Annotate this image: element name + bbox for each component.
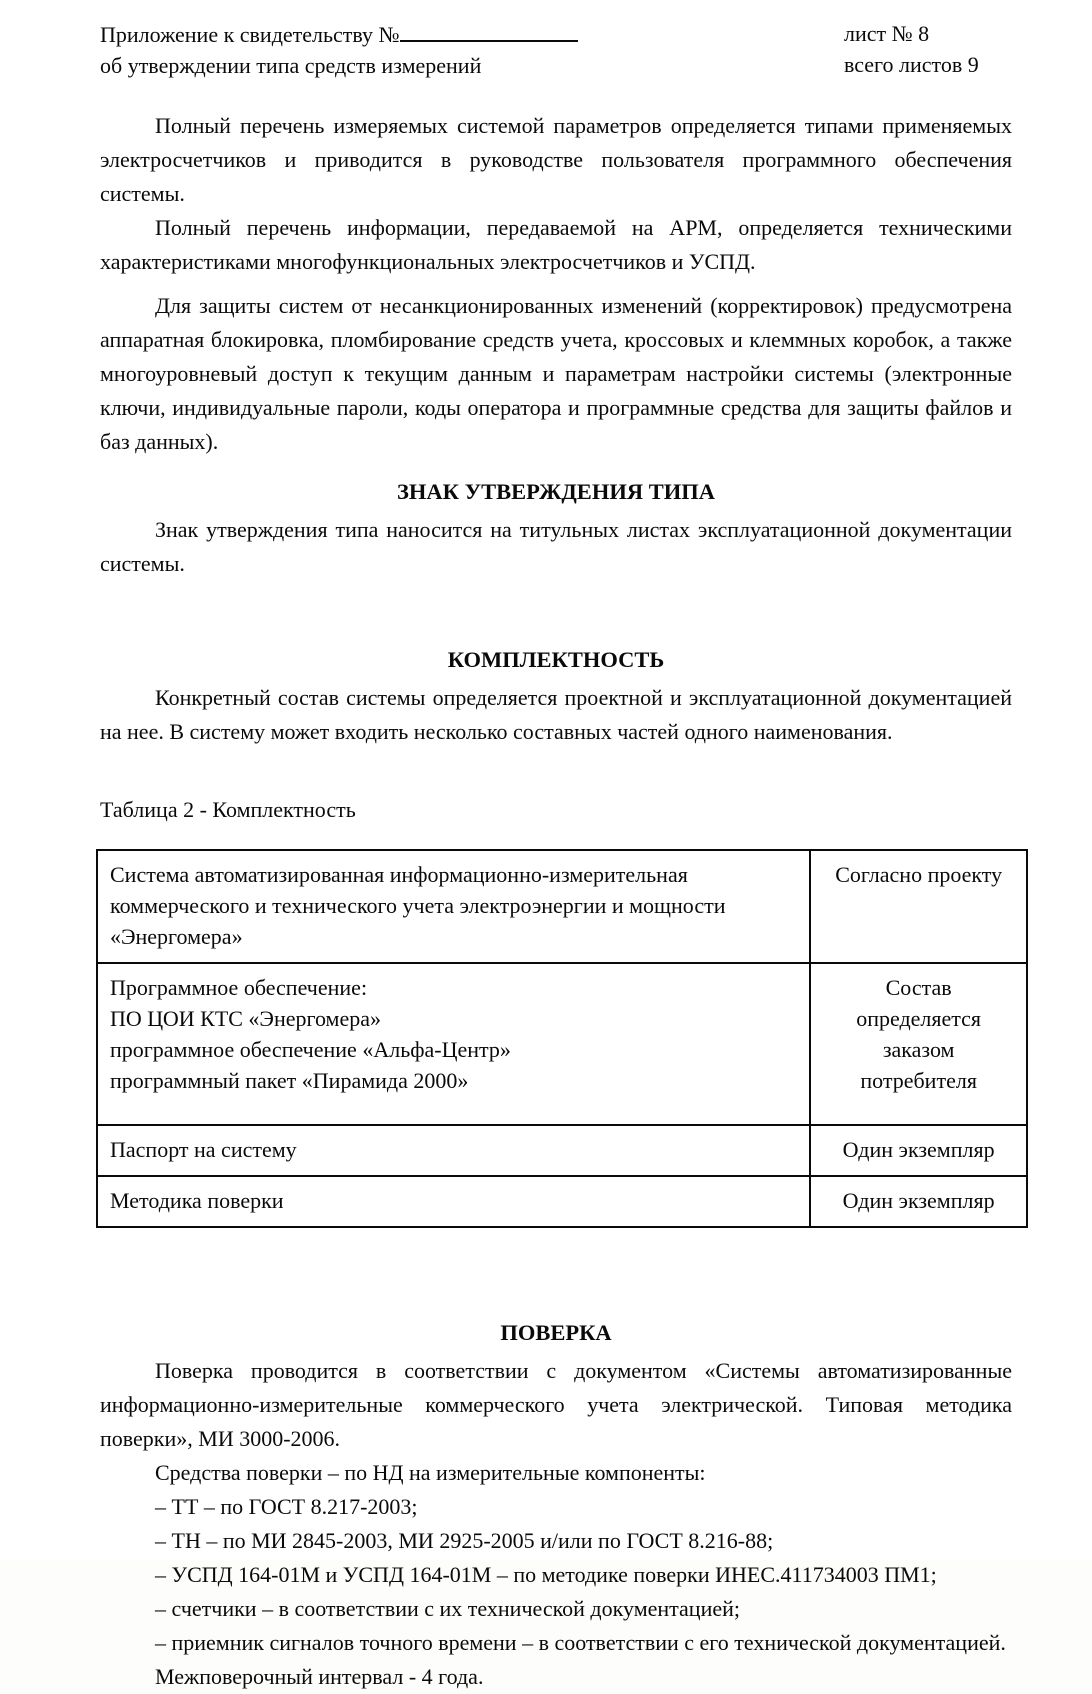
intro-paragraph-2: Полный перечень информации, передаваемой на АРМ, определяется техническими характеристиками многофункциональных электросчетчиков и УСПД. xyxy=(100,215,1012,274)
table-cell-software-name xyxy=(97,963,810,1125)
appendix-label: Приложение к свидетельству № xyxy=(100,22,400,47)
completeness-paragraph: Конкретный состав системы определяется проектной и эксплуатационной документацией на нее. В систему может входить несколько составных частей одного наименования. xyxy=(100,685,1012,744)
section-title-completeness: КОМПЛЕКТНОСТЬ xyxy=(447,647,665,672)
software-line-4: программный пакет «Пирамида 2000» xyxy=(110,1068,469,1093)
appendix-line-1 xyxy=(100,18,578,50)
verification-item-uspd: – УСПД 164-01М и УСПД 164-01М – по методике поверки ИНЕС.411734003 ПМ1; xyxy=(155,1562,937,1587)
software-line-3: программное обеспечение «Альфа-Центр» xyxy=(110,1037,511,1062)
header-left-block xyxy=(100,18,578,81)
table-row-system xyxy=(97,850,1027,963)
sign-paragraph: Знак утверждения типа наносится на титульных листах эксплуатационной документации системы. xyxy=(100,517,1012,576)
total-sheets: всего листов 9 xyxy=(844,52,979,77)
header-right-block xyxy=(844,18,1012,80)
table-cell-passport-name: Паспорт на систему xyxy=(97,1125,810,1176)
document-header xyxy=(100,18,1012,81)
verification-paragraph-1: Поверка проводится в соответствии с документом «Системы автоматизированные информационно-измерительные коммерческого учета электрической. Типовая методика поверки», МИ 3000-2006. xyxy=(100,1358,1012,1451)
verification-item-receiver: – приемник сигналов точного времени – в соответствии с его технической документацией. xyxy=(155,1630,1006,1655)
section-title-sign: ЗНАК УТВЕРЖДЕНИЯ ТИПА xyxy=(397,479,715,504)
table-cell-method-qty: Один экземпляр xyxy=(810,1176,1027,1227)
verification-item-counters: – счетчики – в соответствии с их технической документацией; xyxy=(155,1596,741,1621)
verification-interval: Межповерочный интервал - 4 года. xyxy=(155,1664,484,1689)
appendix-line-2: об утверждении типа средств измерений xyxy=(100,53,482,78)
table-cell-system-qty: Согласно проекту xyxy=(810,850,1027,963)
table-cell-method-name: Методика поверки xyxy=(97,1176,810,1227)
table-row-method xyxy=(97,1176,1027,1227)
section-title-verification: ПОВЕРКА xyxy=(500,1320,612,1345)
table-caption: Таблица 2 - Комплектность xyxy=(100,797,356,822)
sheet-number: лист № 8 xyxy=(844,21,930,46)
table-cell-system-name: Система автоматизированная информационно-измерительная коммерческого и технического учета электроэнергии и мощности «Энергомера» xyxy=(97,850,810,963)
software-line-1: Программное обеспечение: xyxy=(110,975,368,1000)
table-cell-software-qty: Состав определяется заказом потребителя xyxy=(810,963,1027,1125)
intro-paragraph-3: Для защиты систем от несанкционированных изменений (корректировок) предусмотрена аппаратная блокировка, пломбирование средств учета, кроссовых и клеммных коробок, а также многоуровневый доступ к текущим данным и параметрам настройки системы (электронные ключи, индивидуальные пароли, коды оператора и программные средства для защиты файлов и баз данных). xyxy=(100,293,1012,454)
verification-item-tn: – ТН – по МИ 2845-2003, МИ 2925-2005 и/или по ГОСТ 8.216-88; xyxy=(155,1528,774,1553)
certificate-number-blank xyxy=(400,18,578,42)
table-row-software xyxy=(97,963,1027,1125)
table-row-passport xyxy=(97,1125,1027,1176)
table-cell-passport-qty: Один экземпляр xyxy=(810,1125,1027,1176)
intro-paragraph-1: Полный перечень измеряемых системой параметров определяется типами применяемых электросчетчиков и приводится в руководстве пользователя программного обеспечения системы. xyxy=(100,113,1012,206)
verification-paragraph-2: Средства поверки – по НД на измерительные компоненты: xyxy=(155,1460,706,1485)
software-line-2: ПО ЦОИ КТС «Энергомера» xyxy=(110,1006,382,1031)
completeness-table xyxy=(96,849,1028,1228)
verification-item-tt: – ТТ – по ГОСТ 8.217-2003; xyxy=(155,1494,418,1519)
